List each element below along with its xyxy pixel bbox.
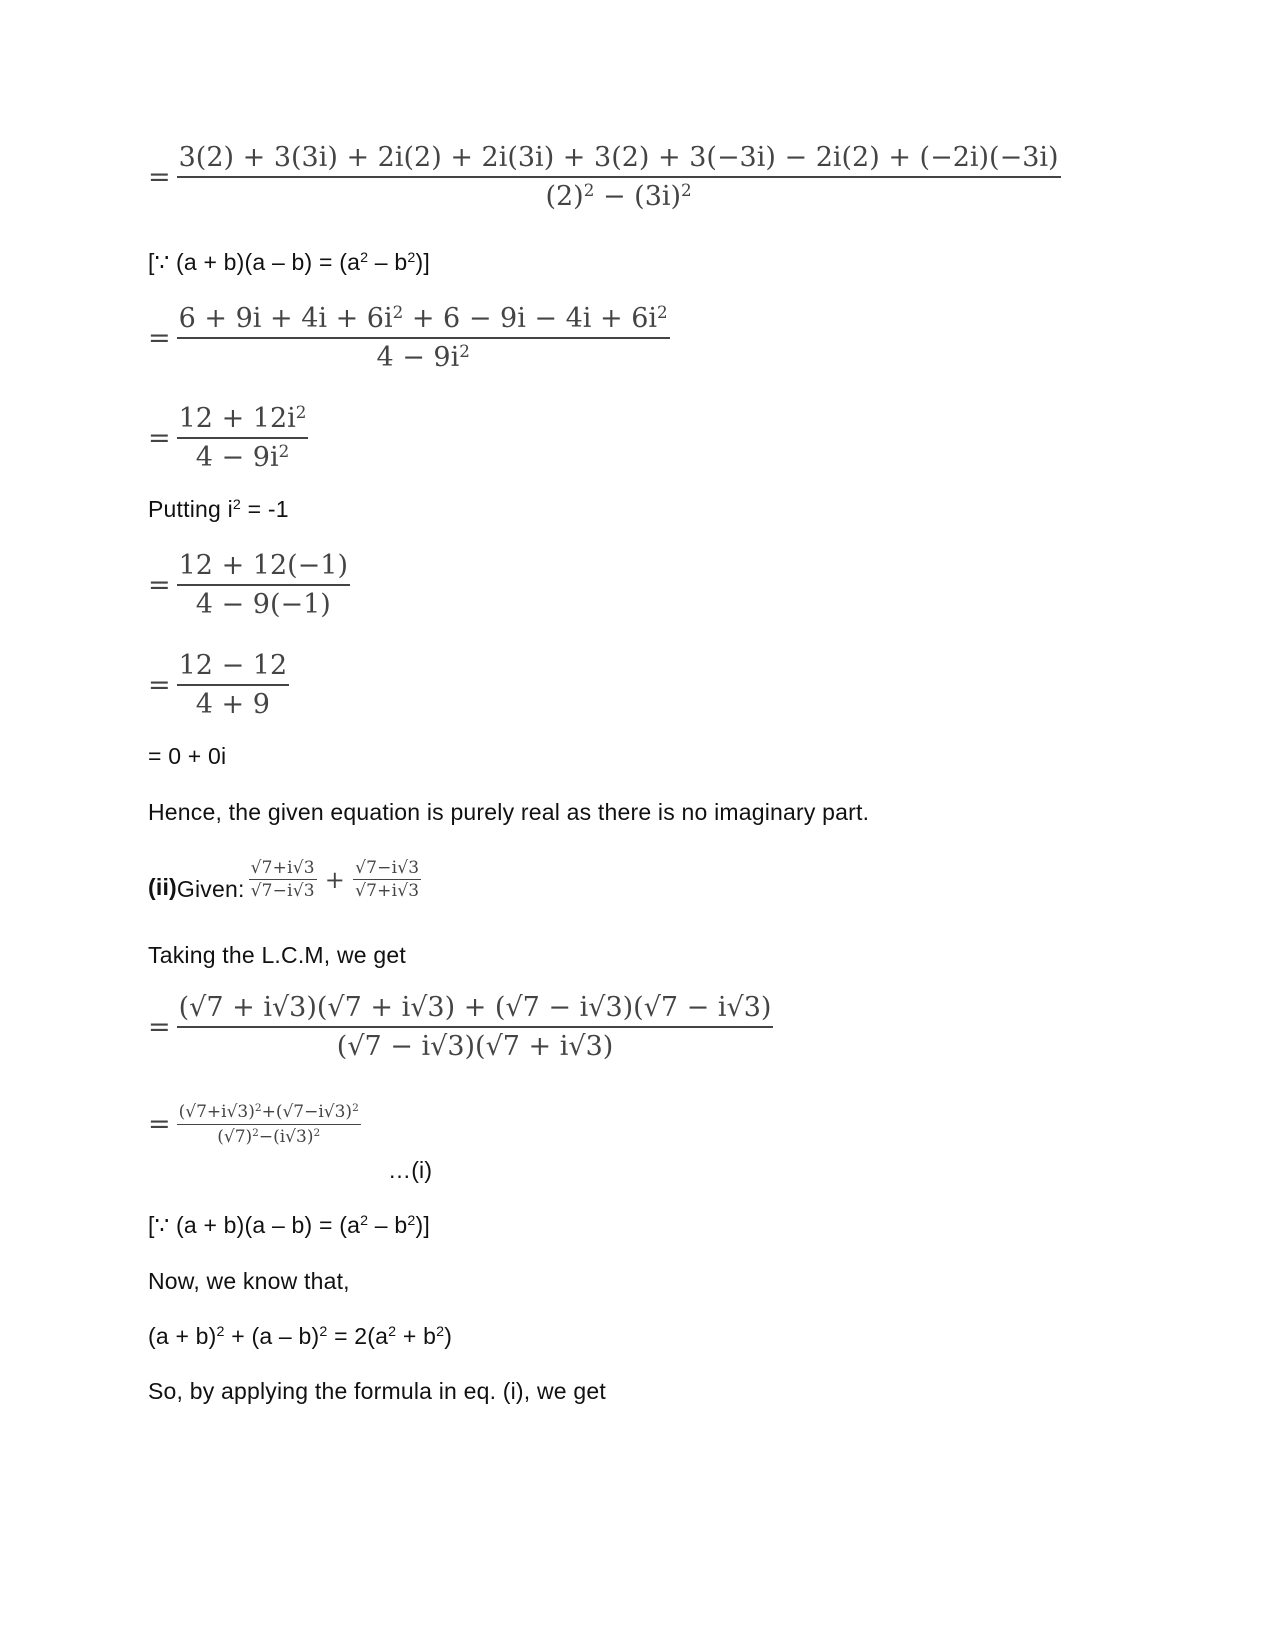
denominator: $4 - 9i^2$ <box>195 440 290 473</box>
fraction <box>177 303 670 373</box>
denominator: 4 + 9 <box>195 689 270 720</box>
equals-sign: = <box>148 422 171 454</box>
denominator: $(√7)^2-(i√3)^2$ <box>217 1127 321 1147</box>
fraction <box>177 992 774 1062</box>
fraction-bar <box>177 684 290 686</box>
numerator: 3(2) + 3(3i) + 2i(2) + 2i(3i) + 3(2) + 3(−3i) − 2i(2) + (−2i)(−3i) <box>178 142 1059 173</box>
equation-tag: …(i) <box>388 1157 433 1183</box>
equals-sign: = <box>148 161 171 193</box>
substitution-note: Putting $i^2 = -1$ <box>148 496 289 522</box>
fraction: $\frac{√7+i√3}{√7-i√3}$ <box>250 858 315 901</box>
numerator: (√7 + i√3)(√7 + i√3) + (√7 − i√3)(√7 − i√3) <box>178 992 772 1023</box>
fraction <box>177 1102 361 1147</box>
equals-sign: = <box>148 1011 171 1043</box>
know-that-line: Now, we know that, <box>148 1268 350 1294</box>
result-line: = 0 + 0i <box>148 743 227 769</box>
fraction: $\frac{√7-i√3}{√7+i√3}$ <box>355 858 420 901</box>
numerator: 12 − 12 <box>178 650 288 681</box>
numerator: $6 + 9i + 4i + 6i^2 + 6 - 9i - 4i + 6i^2$ <box>178 301 668 334</box>
identity-note-2: [∵ $(a + b)(a - b) = (a^2 - b^2)$] <box>148 1212 430 1238</box>
denominator: $(2)^2 - (3i)^2$ <box>545 179 692 212</box>
identity-note-1: [∵ $(a + b)(a - b) = (a^2 - b^2)$] <box>148 249 430 275</box>
equation-step-7 <box>148 1102 361 1147</box>
formula-line: $(a + b)^2 + (a - b)^2 = 2(a^2 + b^2)$ <box>148 1323 453 1349</box>
fraction-bar <box>177 437 309 439</box>
equals-sign: = <box>148 569 171 601</box>
equation-step-6 <box>148 992 773 1062</box>
equation-step-4 <box>148 550 350 620</box>
fraction-bar <box>177 176 1061 178</box>
equation-step-5 <box>148 650 289 720</box>
denominator: 4 − 9(−1) <box>195 589 331 620</box>
denominator: $4 - 9i^2$ <box>376 340 470 373</box>
denominator: (√7 − i√3)(√7 + i√3) <box>336 1031 614 1062</box>
equation-step-3 <box>148 403 308 473</box>
conclusion-line: Hence, the given equation is purely real as there is no imaginary part. <box>148 799 870 825</box>
fraction <box>177 403 309 473</box>
numerator: $12 + 12i^2$ <box>178 401 307 434</box>
equation-step-2 <box>148 303 670 373</box>
fraction <box>177 142 1061 212</box>
fraction-bar <box>177 1026 774 1028</box>
fraction <box>177 650 290 720</box>
part-label: (ii) <box>148 874 177 900</box>
apply-formula-line: So, by applying the formula in eq. (i), we get <box>148 1378 606 1404</box>
given-expression: $\frac{√7+i√3}{√7-i√3}$ + $\frac{√7-i√3}{√7+i√3}$ <box>250 858 420 901</box>
numerator: $(√7+i√3)^2+(√7-i√3)^2$ <box>178 1102 359 1122</box>
fraction-bar <box>177 337 670 339</box>
equals-sign: = <box>148 669 171 701</box>
lcm-line: Taking the L.C.M, we get <box>148 942 406 968</box>
equals-sign: = <box>148 322 171 354</box>
fraction-bar <box>177 1124 361 1125</box>
numerator: 12 + 12(−1) <box>178 550 348 581</box>
part-ii-given: (ii) Given: $\frac{√7+i√3}{√7-i√3}$ + $\frac{√7-i√3}{√7+i√3}$ <box>148 858 420 902</box>
equation-step-1 <box>148 142 1061 212</box>
fraction-bar <box>177 584 350 586</box>
equals-sign: = <box>148 1109 171 1140</box>
fraction <box>177 550 350 620</box>
